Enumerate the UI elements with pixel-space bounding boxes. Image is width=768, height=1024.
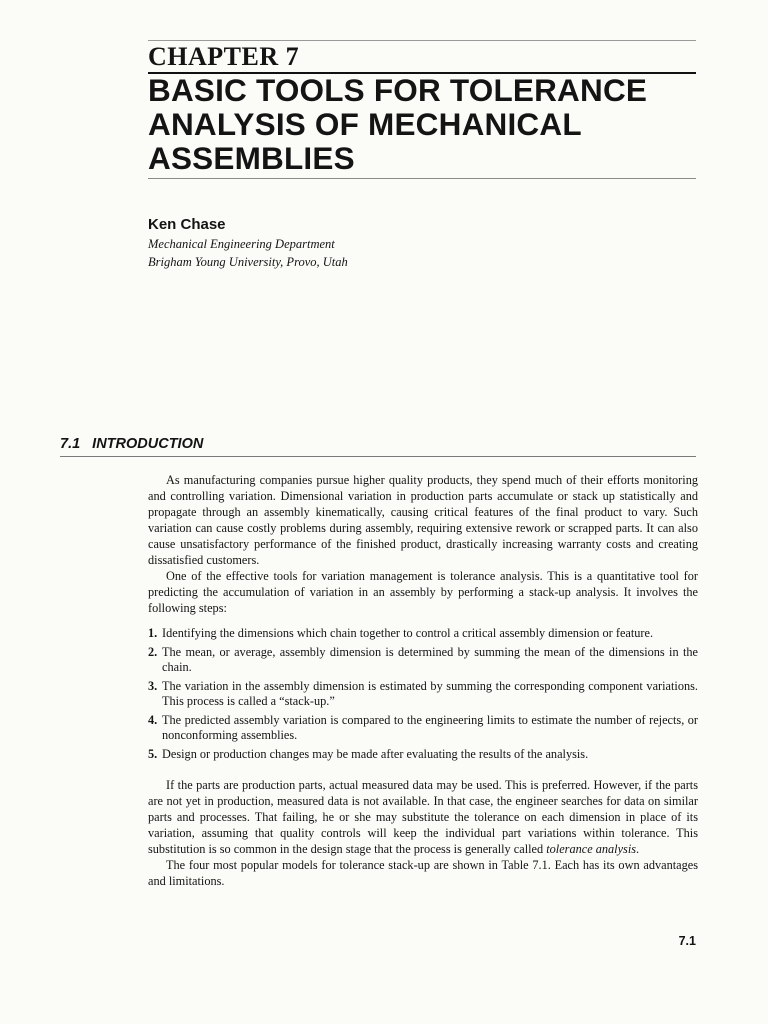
paragraph: One of the effective tools for variation management is tolerance analysis. This is a quantitative tool for predicting the accumulation of variation in an assembly by performing a stack-up analysis. It involves the following steps: xyxy=(148,569,698,615)
section-heading xyxy=(60,436,203,452)
emphasis-term: tolerance analysis xyxy=(546,842,637,856)
author-institution: Brigham Young University, Provo, Utah xyxy=(148,255,348,269)
step-text: The mean, or average, assembly dimension is determined by summing the mean of the dimensions in the chain. xyxy=(162,645,698,674)
step-number: 5. xyxy=(148,747,158,761)
section-number: 7.1 xyxy=(60,436,81,452)
step-number: 1. xyxy=(148,626,158,640)
paragraph: The four most popular models for tolerance stack-up are shown in Table 7.1. Each has its own advantages and limitations. xyxy=(148,858,698,888)
list-item xyxy=(148,713,698,743)
top-rule xyxy=(148,40,696,41)
paragraph-end: . xyxy=(636,842,640,856)
intro-text-top xyxy=(148,472,698,616)
chapter-label: CHAPTER 7 xyxy=(148,42,300,71)
list-item xyxy=(148,679,698,709)
step-text: The variation in the assembly dimension is estimated by summing the corresponding component variations. This process is called a “stack-up.” xyxy=(162,679,698,708)
section-title: INTRODUCTION xyxy=(92,436,204,452)
list-item xyxy=(148,626,698,641)
section-rule xyxy=(60,456,696,457)
step-number: 2. xyxy=(148,645,158,659)
page-number: 7.1 xyxy=(678,934,696,948)
steps-list xyxy=(148,626,698,766)
step-number: 3. xyxy=(148,679,158,693)
paragraph-text: If the parts are production parts, actual measured data may be used. This is preferred. However, if the parts are not yet in production, measured data is not available. In that case, the engineer searches for data on similar parts and processes. That failing, he or she may substitute the tolerance on each dimension in place of its variation, assuming that quality controls will keep the individual part variations within tolerance. This substitution is so common in the design stage that the process is generally called xyxy=(148,778,698,856)
author-department: Mechanical Engineering Department xyxy=(148,237,335,251)
paragraph xyxy=(148,777,698,857)
step-number: 4. xyxy=(148,713,158,727)
paragraph: As manufacturing companies pursue higher quality products, they spend much of their efforts monitoring and controlling variation. Dimensional variation in production parts accumulate or stack up statistically and propagate through an assembly kinematically, causing critical features of the final product to vary. Such variation can cause costly problems during assembly, requiring extensive rework or scrapped parts. It can also cause unsatisfactory performance of the finished product, drastically increasing warranty costs and creating dissatisfied customers. xyxy=(148,473,698,567)
list-item xyxy=(148,747,698,762)
author-name: Ken Chase xyxy=(148,216,226,233)
intro-text-bottom xyxy=(148,777,698,889)
list-item xyxy=(148,645,698,675)
step-text: Identifying the dimensions which chain together to control a critical assembly dimension or feature. xyxy=(162,626,654,640)
step-text: Design or production changes may be made after evaluating the results of the analysis. xyxy=(162,747,589,761)
title-bottom-rule xyxy=(148,178,696,179)
step-text: The predicted assembly variation is compared to the engineering limits to estimate the number of rejects, or nonconforming assemblies. xyxy=(162,713,698,742)
chapter-title: BASIC TOOLS FOR TOLERANCE ANALYSIS OF MECHANICAL ASSEMBLIES xyxy=(148,72,648,176)
